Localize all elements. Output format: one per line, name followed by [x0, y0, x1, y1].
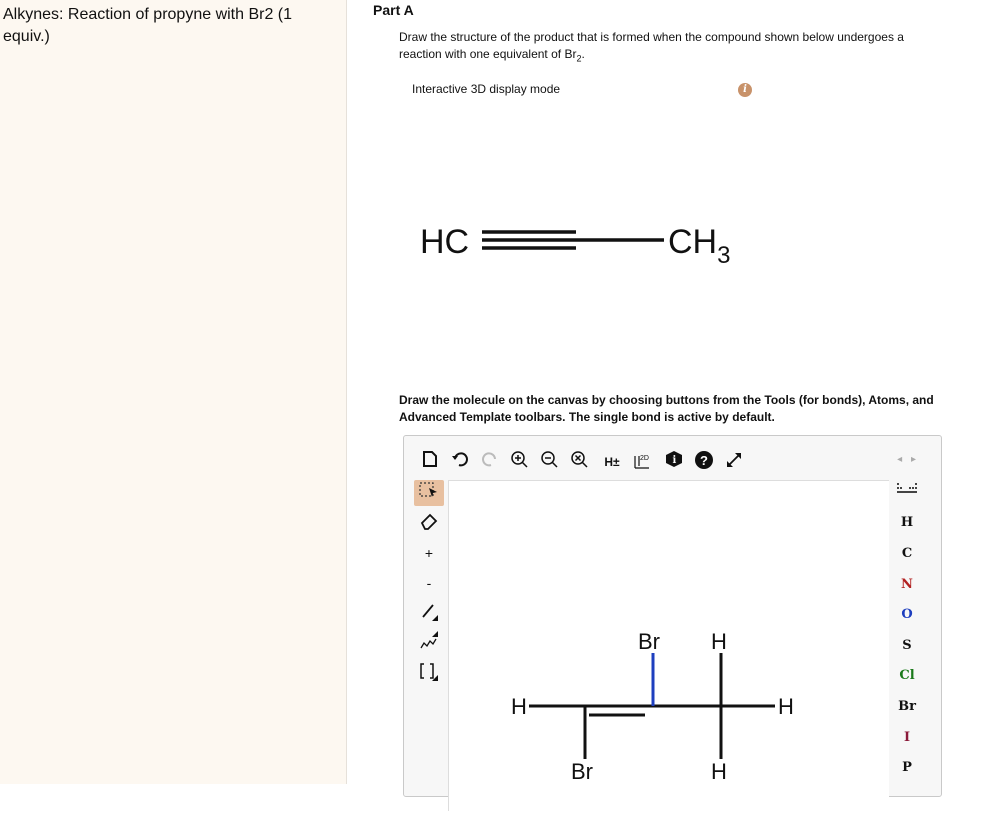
clean-label: 2D	[640, 455, 649, 462]
atom-label-br-top: Br	[638, 629, 660, 654]
question-line-2	[399, 46, 989, 67]
reactant-left-group: HC	[420, 223, 470, 261]
atom-label-h-bottom: H	[711, 759, 727, 784]
atom-label-h-right: H	[778, 694, 794, 719]
redo-icon[interactable]	[478, 450, 502, 474]
atoms-toolbar	[892, 480, 922, 800]
toolbar-scroll-arrows[interactable]: ◂ ▸	[897, 454, 919, 465]
info-icon[interactable]	[662, 450, 686, 474]
selection-tool-icon[interactable]	[414, 480, 444, 506]
help-icon[interactable]	[692, 450, 716, 474]
drawing-canvas[interactable]	[448, 480, 889, 811]
atom-s-button[interactable]: S	[902, 638, 912, 653]
drawing-instructions	[399, 392, 993, 426]
undo-icon[interactable]	[448, 450, 472, 474]
tools-toolbar	[414, 480, 444, 700]
instructions-line-1: Draw the molecule on the canvas by choosing buttons from the Tools (for bonds), Atoms, and	[399, 393, 934, 407]
atom-i-button[interactable]: I	[903, 730, 911, 745]
increase-charge-icon[interactable]: +	[424, 545, 434, 561]
problem-title: Alkynes: Reaction of propyne with Br2 (1 equiv.)	[3, 6, 293, 45]
question-line-2-text: reaction with one equivalent of Br	[399, 47, 577, 61]
part-label: Part A	[373, 2, 414, 18]
info-icon[interactable]: i	[738, 83, 752, 97]
reactant-structure	[400, 200, 800, 290]
molecule-editor	[403, 435, 942, 797]
zoom-out-icon[interactable]	[538, 450, 562, 474]
atom-n-button[interactable]: N	[901, 577, 913, 592]
decrease-charge-icon[interactable]: -	[426, 575, 432, 591]
new-document-icon[interactable]	[418, 450, 442, 474]
question-text	[399, 29, 989, 67]
reactant-subscript: 3	[717, 242, 731, 269]
reactant-right-group-text: CH	[668, 223, 718, 261]
zoom-in-icon[interactable]	[508, 450, 532, 474]
atom-o-button[interactable]: O	[901, 607, 913, 622]
question-line-1: Draw the structure of the product that is formed when the compound shown below undergoes a	[399, 30, 904, 44]
chain-icon[interactable]	[414, 630, 444, 656]
left-panel	[0, 0, 347, 784]
product-structure	[449, 481, 889, 811]
atom-br-button[interactable]: Br	[898, 699, 916, 714]
atom-h-button[interactable]: H	[900, 515, 914, 530]
single-bond-icon[interactable]	[414, 600, 444, 626]
instructions-line-2: Advanced Template toolbars. The single bond is active by default.	[399, 410, 775, 424]
atom-p-button[interactable]: P	[902, 760, 912, 775]
atom-label-h-top: H	[711, 629, 727, 654]
atom-c-button[interactable]: C	[901, 546, 913, 561]
fullscreen-icon[interactable]	[722, 450, 746, 474]
top-toolbar	[404, 450, 924, 476]
atom-cl-button[interactable]: Cl	[899, 668, 915, 683]
help-label: ?	[700, 453, 708, 468]
2d-clean-icon[interactable]	[630, 450, 654, 474]
eraser-icon[interactable]	[414, 510, 444, 536]
bracket-icon[interactable]	[414, 660, 444, 686]
display-mode-label: Interactive 3D display mode	[412, 82, 561, 96]
atom-label-h-left: H	[511, 694, 527, 719]
atom-label-br-bottom: Br	[571, 759, 593, 784]
clear-icon[interactable]	[568, 450, 592, 474]
reactant-right-group	[668, 223, 730, 269]
periodic-table-icon[interactable]	[892, 480, 922, 506]
explicit-hydrogens-icon[interactable]: H±	[604, 455, 620, 469]
question-line-2-end: .	[581, 47, 585, 61]
question-subscript: 2	[576, 53, 582, 64]
info-label: i	[672, 455, 677, 466]
